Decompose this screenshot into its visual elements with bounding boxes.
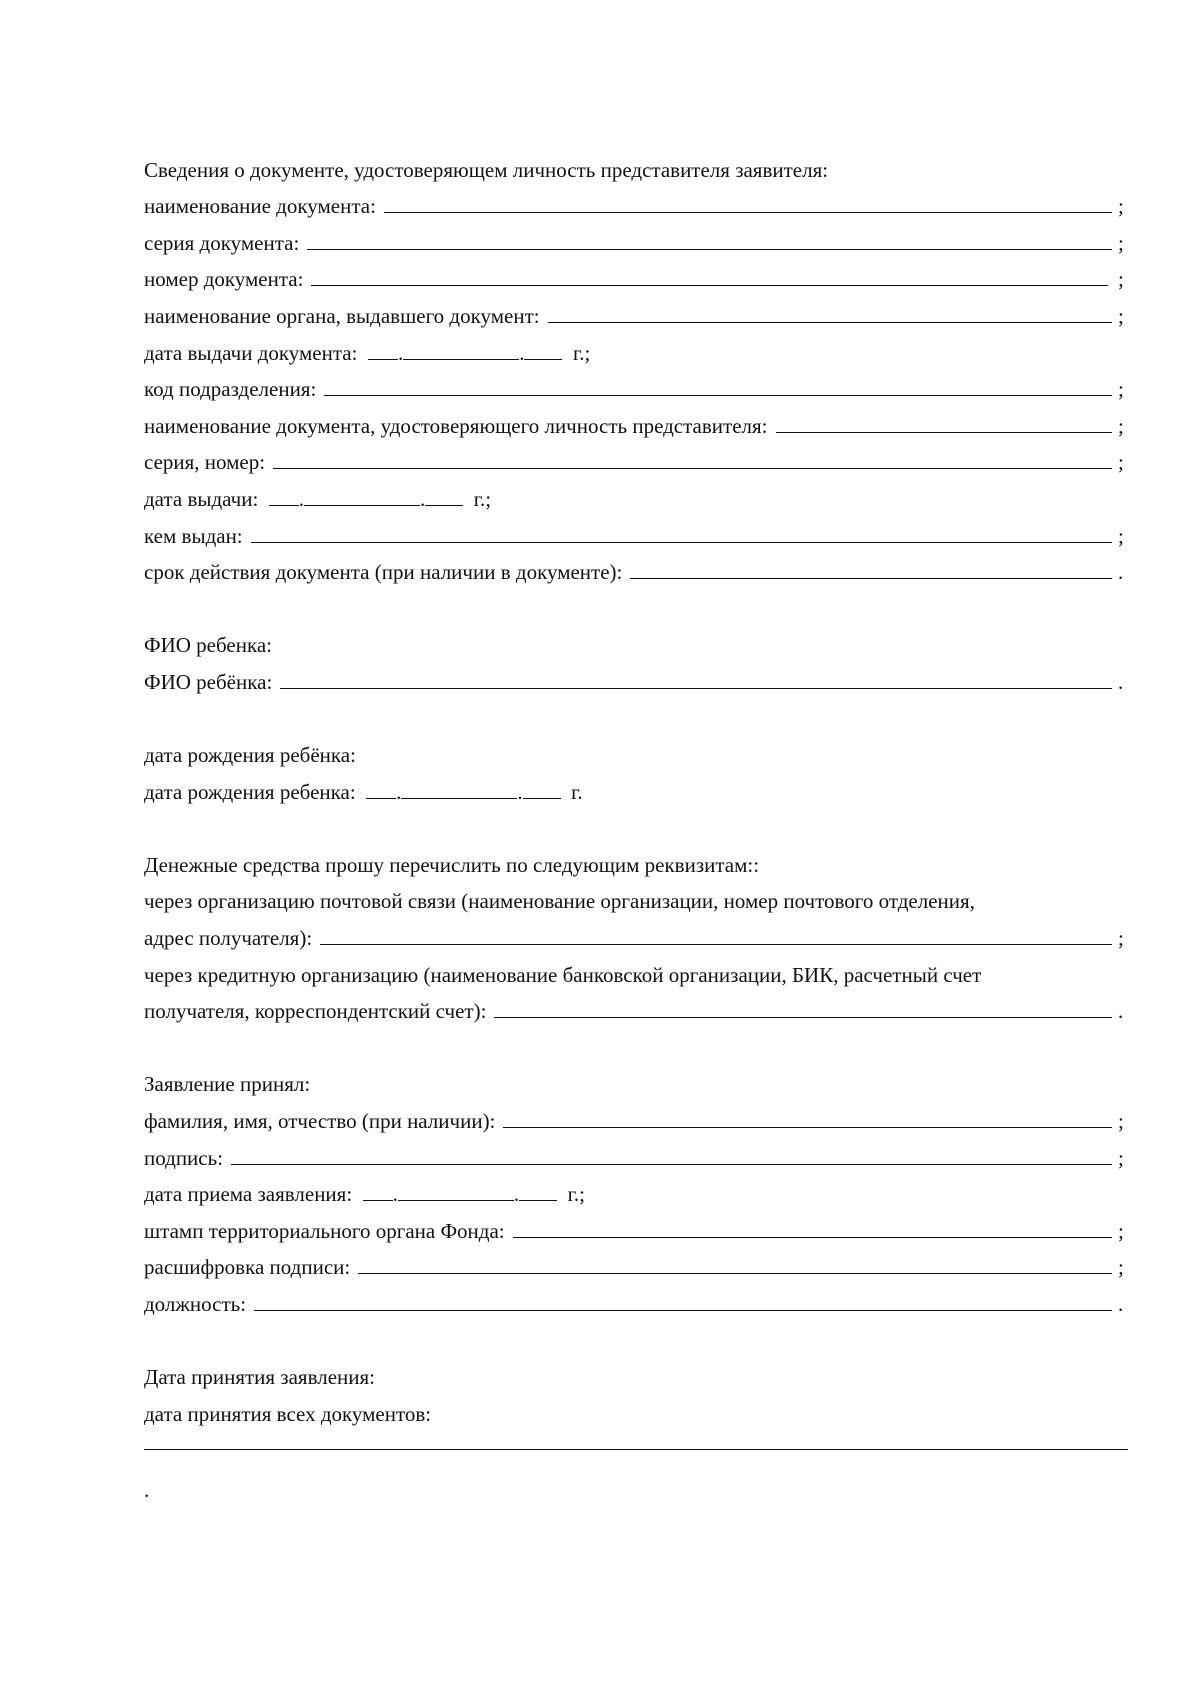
- issuer-name-row: наименование органа, выдавшего документ: ;: [144, 303, 1124, 328]
- division-code-row: код подразделения: ;: [144, 377, 1124, 402]
- doc-number-row: номер документа: ;: [144, 267, 1124, 292]
- issue-day-field[interactable]: [368, 358, 398, 360]
- issue-short-year-field[interactable]: [425, 504, 463, 506]
- doc-series-field[interactable]: [307, 248, 1112, 250]
- issue-short-month-field[interactable]: [304, 504, 420, 506]
- issue-year-field[interactable]: [524, 358, 562, 360]
- series-number-row: серия, номер: ;: [144, 450, 1124, 475]
- rep-doc-name-field[interactable]: [776, 431, 1113, 433]
- birth-month-field[interactable]: [401, 797, 517, 799]
- child-birth-row: дата рождения ребенка: . . г.: [144, 779, 583, 804]
- doc-name-field[interactable]: [384, 211, 1112, 213]
- post-address-field[interactable]: [320, 943, 1112, 945]
- doc-section-header: Сведения о документе, удостоверяющем личность представителя заявителя:: [144, 157, 829, 182]
- position-field[interactable]: [254, 1309, 1112, 1311]
- accepted-header: Заявление принял:: [144, 1072, 311, 1097]
- accept-date-row: дата приема заявления: . . г.;: [144, 1182, 586, 1207]
- doc-series-row: серия документа: ;: [144, 230, 1124, 255]
- birth-year-field[interactable]: [523, 797, 561, 799]
- accept-day-field[interactable]: [363, 1199, 393, 1201]
- accept-month-field[interactable]: [398, 1199, 514, 1201]
- all-docs-label-row: дата принятия всех документов:: [144, 1401, 432, 1426]
- doc-name-row: наименование документа: ;: [144, 194, 1124, 219]
- series-number-field[interactable]: [273, 467, 1112, 469]
- accept-year-field[interactable]: [519, 1199, 557, 1201]
- signature-decode-row: расшифровка подписи: ;: [144, 1255, 1124, 1280]
- bank-details-field[interactable]: [494, 1016, 1112, 1018]
- position-row: должность: .: [144, 1292, 1124, 1316]
- all-docs-field-wrap: [144, 1427, 1128, 1473]
- accepted-signature-field[interactable]: [231, 1163, 1112, 1165]
- application-form: [144, 146, 1128, 1503]
- payment-post-line1: через организацию почтовой связи (наименование организации, номер почтового отделения,: [144, 889, 975, 914]
- issued-by-row: кем выдан: ;: [144, 523, 1124, 548]
- child-name-row: ФИО ребёнка: .: [144, 669, 1124, 694]
- issue-date-row: дата выдачи документа: . . г.;: [144, 340, 591, 365]
- rep-doc-name-row: наименование документа, удостоверяющего личность представителя: ;: [144, 413, 1124, 438]
- accepted-fio-row: фамилия, имя, отчество (при наличии): ;: [144, 1109, 1124, 1134]
- child-birth-header: дата рождения ребёнка:: [144, 743, 356, 768]
- issued-by-field[interactable]: [251, 541, 1112, 543]
- payment-bank-row: получателя, корреспондентский счет): .: [144, 999, 1124, 1024]
- accepted-fio-field[interactable]: [503, 1126, 1112, 1128]
- stamp-row: штамп территориального органа Фонда: ;: [144, 1218, 1124, 1243]
- acceptance-date-header: Дата принятия заявления:: [144, 1365, 375, 1390]
- payment-post-row: адрес получателя): ;: [144, 926, 1124, 951]
- payment-header: Денежные средства прошу перечислить по следующим реквизитам::: [144, 852, 760, 877]
- issue-date-short-row: дата выдачи: . . г.;: [144, 486, 492, 511]
- issue-month-field[interactable]: [403, 358, 519, 360]
- validity-row: срок действия документа (при наличии в документе): .: [144, 560, 1124, 585]
- child-name-field[interactable]: [280, 687, 1112, 689]
- stamp-field[interactable]: [513, 1236, 1112, 1238]
- signature-decode-field[interactable]: [358, 1272, 1112, 1274]
- issuer-name-field[interactable]: [548, 321, 1112, 323]
- child-header: ФИО ребенка:: [144, 633, 272, 658]
- division-code-field[interactable]: [324, 394, 1112, 396]
- final-dot-row: .: [144, 1477, 150, 1502]
- accepted-signature-row: подпись: ;: [144, 1145, 1124, 1170]
- all-docs-date-field[interactable]: [144, 1449, 1128, 1450]
- doc-number-field[interactable]: [311, 284, 1108, 286]
- issue-short-day-field[interactable]: [269, 504, 299, 506]
- validity-field[interactable]: [630, 577, 1112, 579]
- payment-bank-line1: через кредитную организацию (наименование банковской организации, БИК, расчетный счет: [144, 962, 982, 987]
- birth-day-field[interactable]: [366, 797, 396, 799]
